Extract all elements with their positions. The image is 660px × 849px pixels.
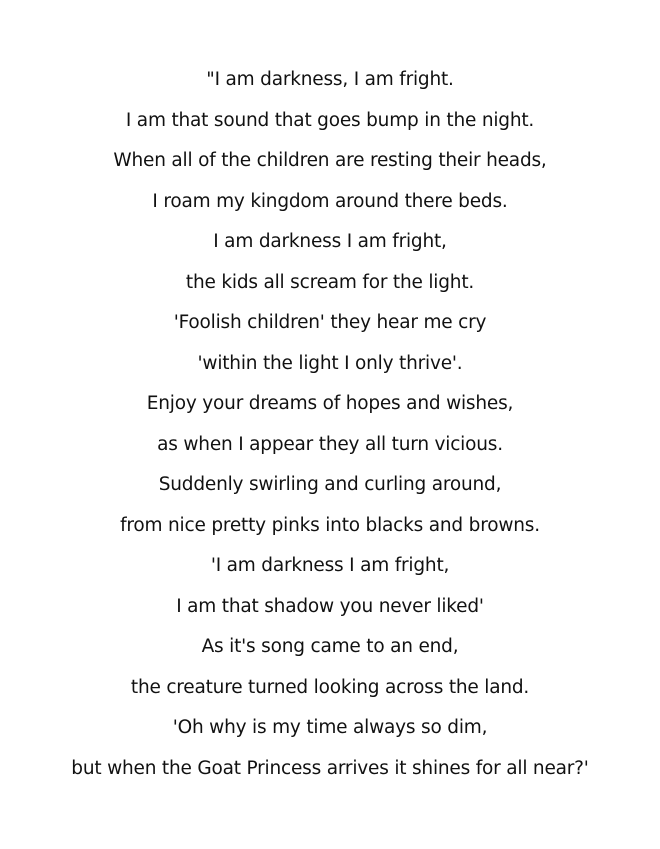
poem-line-1: "I am darkness, I am fright. [206, 69, 454, 90]
poem-line-8: 'within the light I only thrive'. [197, 352, 463, 374]
poem-line-18: but when the Goat Princess arrives it shines for all near?' [71, 757, 589, 779]
poem-line-16: the creature turned looking across the land. [130, 676, 530, 698]
poem-line-5: I am darkness I am fright, [213, 231, 447, 252]
poem-line-17: 'Oh why is my time always so dim, [172, 717, 488, 738]
poem-line-3: When all of the children are resting their heads, [113, 150, 547, 171]
poem-line-2: I am that sound that goes bump in the night. [125, 109, 535, 131]
poem-line-10: as when I appear they all turn vicious. [157, 433, 503, 455]
poem-line-4: I roam my kingdom around there beds. [152, 190, 508, 212]
poem-line-7: 'Foolish children' they hear me cry [173, 312, 487, 333]
poem-text [0, 63, 660, 792]
poem-line-6: the kids all scream for the light. [185, 271, 475, 293]
poem-line-9: Enjoy your dreams of hopes and wishes, [146, 393, 514, 414]
poem-line-11: Suddenly swirling and curling around, [158, 474, 502, 495]
poem-line-12: from nice pretty pinks into blacks and browns. [120, 514, 540, 536]
poem-line-14: I am that shadow you never liked' [176, 595, 484, 617]
poem-line-13: 'I am darkness I am fright, [210, 555, 450, 576]
poem-line-15: As it's song came to an end, [201, 636, 459, 657]
